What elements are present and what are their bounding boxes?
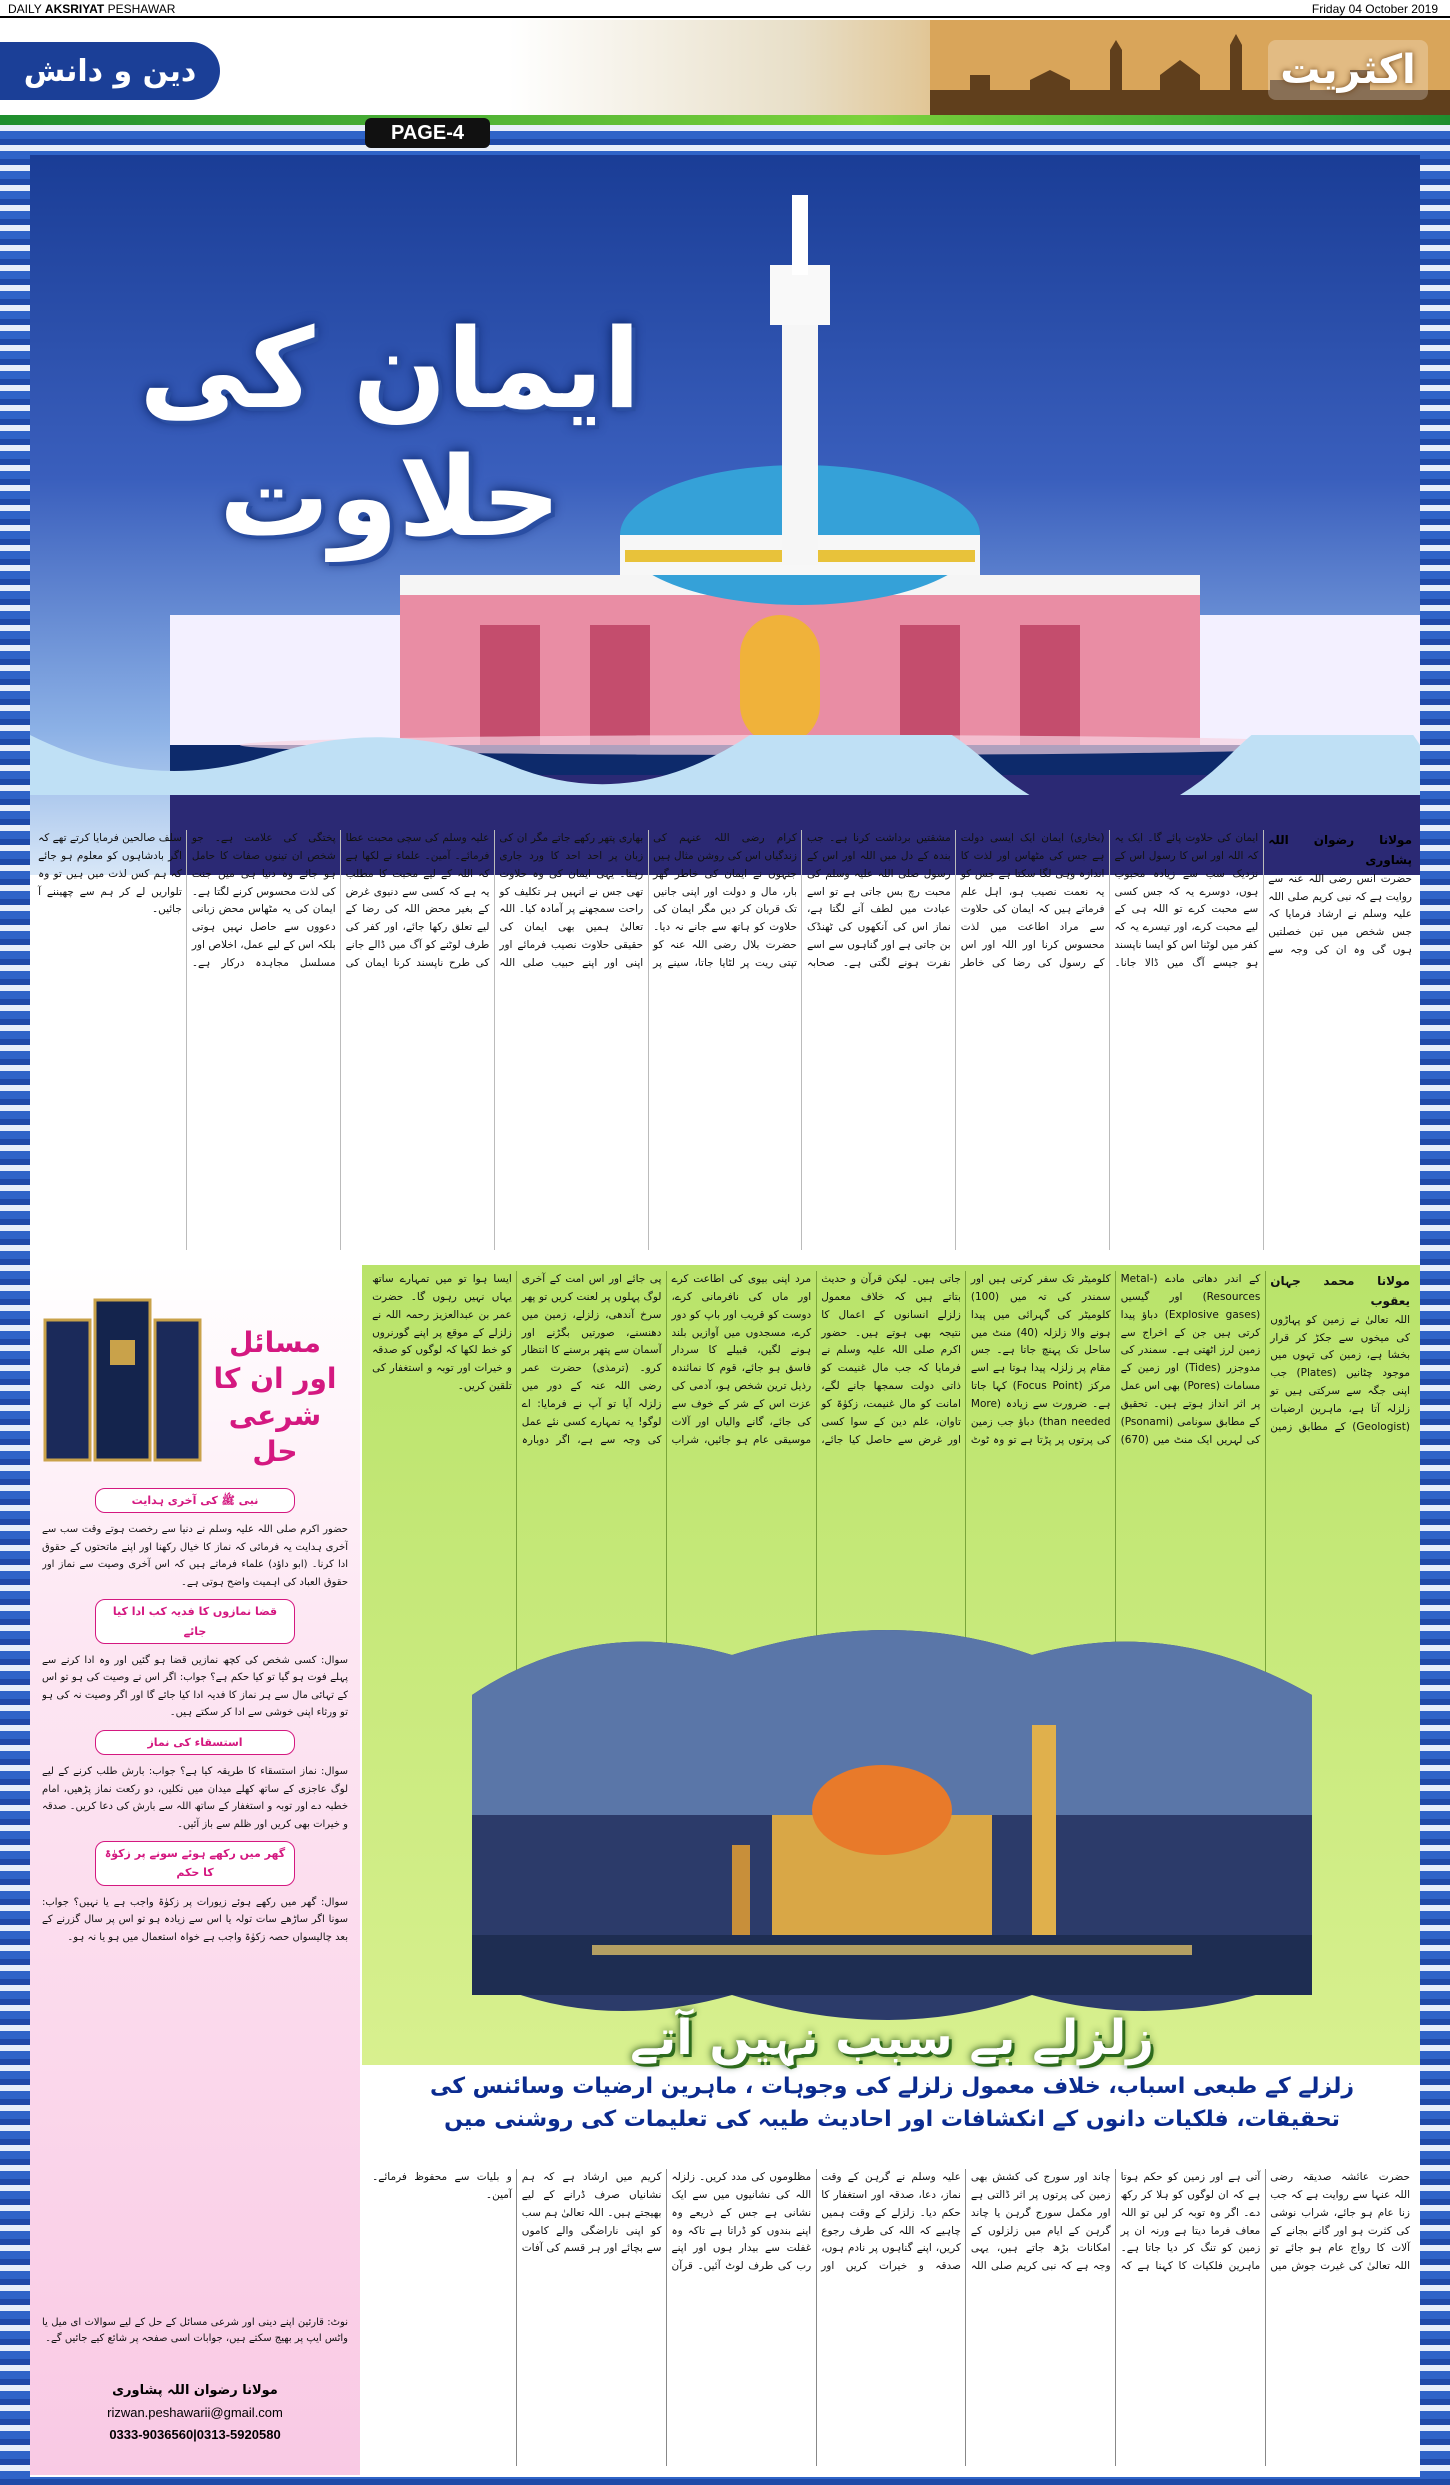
paper-name-main: AKSRIYAT <box>44 2 105 16</box>
sidebar-heading: نبی ﷺ کی آخری ہدایت <box>95 1488 295 1513</box>
sidebar-heading: استسقاء کی نماز <box>95 1730 295 1755</box>
article-headline: ایمان کی حلاوت <box>139 305 641 561</box>
page-number-tag: PAGE-4 <box>365 118 490 148</box>
sidebar-text: سوال: گھر میں رکھے ہوئے زیورات پر زکوٰۃ واجب ہے یا نہیں؟ جواب: سونا اگر ساڑھے سات تولہ یا اس سے زیادہ ہو تو اس پر سال گزرنے کے بعد چالیسواں حصہ زکوٰۃ واجب ہے خواہ استعمال میں ہو یا نہ ہو۔ <box>42 1896 348 1943</box>
section-title: دین و دانش <box>0 42 220 100</box>
books-icon <box>40 1280 210 1470</box>
article2-text-bottom: حضرت عائشہ صدیقہ رضی اللہ عنہا سے روایت ہے کہ جب زنا عام ہو جائے، شراب نوشی کی کثرت ہو اور گانے بجانے کے آلات کا رواج عام ہو جائے تو اللہ تعالیٰ کی غیرت جوش میں آتی ہے اور زمین کو حکم ہوتا ہے کہ ان لوگوں کو ہلا کر رکھ دے۔ اگر وہ توبہ کر لیں تو اللہ معاف فرما دیتا ہے ورنہ ان پر زمین کو تنگ کر دیا جاتا ہے۔ ماہرین فلکیات کا کہنا ہے کہ چاند اور سورج کی کشش بھی زمین کی پرتوں پر اثر ڈالتی ہے اور مکمل سورج گرہن یا چاند گرہن کے ایام میں زلزلوں کے امکانات بڑھ جاتے ہیں، یہی وجہ ہے کہ نبی کریم صلی اللہ علیہ وسلم نے گرہن کے وقت نماز، دعا، صدقہ اور استغفار کا حکم دیا۔ زلزلے کے وقت ہمیں چاہیے کہ اللہ کی طرف رجوع کریں، اپنے گناہوں پر نادم ہوں، صدقہ و خیرات کریں اور مظلوموں کی مدد کریں۔ زلزلہ اللہ کی نشانیوں میں سے ایک نشانی ہے جس کے ذریعے وہ اپنے بندوں کو ڈراتا ہے تاکہ وہ غفلت سے بیدار ہوں اور اپنے رب کی طرف لوٹ آئیں۔ قرآن کریم میں ارشاد ہے کہ ہم نشانیاں صرف ڈرانے کے لیے بھیجتے ہیں۔ اللہ تعالیٰ ہم سب کو اپنی ناراضگی والے کاموں سے بچائے اور ہر قسم کی آفات و بلیات سے محفوظ فرمائے۔ آمین۔ <box>372 2171 1410 2273</box>
sidebar-note: نوٹ: قارئین اپنے دینی اور شرعی مسائل کے حل کے لیے سوالات ای میل یا واٹس ایپ پر بھیج سکتے ہیں، جوابات اسی صفحہ پر شائع کیے جائیں گے۔ <box>42 2317 348 2344</box>
sidebar-title: مسائل اور ان کا شرعی حل <box>213 1326 337 1469</box>
paper-city: PESHAWAR <box>107 2 176 16</box>
paper-name <box>8 2 175 16</box>
sidebar-author: مولانا رضوان اللہ پشاوری <box>112 2383 278 2398</box>
top-info-bar <box>0 0 1450 18</box>
sidebar-text: سوال: کسی شخص کی کچھ نمازیں قضا ہو گئیں اور وہ ادا کرنے سے پہلے فوت ہو گیا تو کیا حکم ہے؟ جواب: اگر اس نے وصیت کی ہو تو اس کے تہائی مال سے ہر نماز کا فدیہ ادا کیا جائے گا اور اگر وصیت نہ کی ہو تو ورثاء اپنی خوشی سے ادا کر سکتے ہیں۔ <box>42 1654 348 1719</box>
article1-byline: مولانا رضوان اللہ پشاوری <box>1268 833 1412 868</box>
sidebar-phone: 0333-9036560|0313-5920580 <box>109 2427 281 2442</box>
sidebar-masail <box>30 1265 360 2475</box>
masthead <box>0 20 1450 125</box>
mosque-evening-photo <box>472 1615 1312 2035</box>
hero-wave-divider <box>30 735 1420 795</box>
sidebar-text: سوال: نماز استسقاء کا طریقہ کیا ہے؟ جواب: بارش طلب کرنے کے لیے لوگ عاجزی کے ساتھ کھلے میدان میں نکلیں، دو رکعت نماز پڑھیں، امام خطبہ دے اور توبہ و استغفار کے ساتھ اللہ سے بارش کی دعا کریں۔ صدقہ و خیرات بھی کریں اور ظلم سے باز آئیں۔ <box>42 1766 348 1830</box>
article2-strap: زلزلے کے طبعی اسباب، خلاف معمول زلزلے کی وجوہات ، ماہرین ارضیات وسائنس کی تحقیقات، فلکیات دانوں کے انکشافات اور احادیث طیبہ کی تعلیمات کی روشنی میں <box>429 2074 1355 2132</box>
masthead-green-band <box>0 115 1450 125</box>
article-ayman-body <box>30 830 1420 1250</box>
sidebar-text: حضور اکرم صلی اللہ علیہ وسلم نے دنیا سے رخصت ہوتے وقت سب سے آخری ہدایت یہ فرمائی کہ نماز کا خیال رکھنا اور اپنے ماتحتوں کے حقوق ادا کرنا۔ (ابو داؤد) علماء فرماتے ہیں کہ اس آخری وصیت سے نماز اور حقوق العباد کی اہمیت واضح ہوتی ہے۔ <box>42 1524 348 1588</box>
issue-date: Friday 04 October 2019 <box>1311 2 1438 16</box>
sidebar-qa-list <box>42 1480 348 2300</box>
article2-body-bottom <box>362 2165 1420 2470</box>
article-zalzala <box>362 1265 1420 2475</box>
sidebar-heading: گھر میں رکھے ہوئے سونے پر زکوٰۃ کا حکم <box>95 1841 295 1886</box>
sidebar-email[interactable]: rizwan.peshawarii@gmail.com <box>107 2405 283 2420</box>
article2-headline: زلزلے بے سبب نہیں آتے <box>630 2010 1154 2066</box>
brand-logo: اکثریت <box>1268 40 1428 100</box>
article2-byline: مولانا محمد جہان یعقوب <box>1270 1274 1410 1309</box>
article2-text-top: اللہ تعالیٰ نے زمین کو پہاڑوں کی میخوں سے جکڑ کر قرار بخشا ہے، زمین کی تہوں میں موجود چٹانیں (Plates) جب اپنی جگہ سے سرکتی ہیں تو زلزلہ آتا ہے، ماہرین ارضیات (Geologist) کے مطابق زمین کے اندر دھاتی مادے (Metal-Resources) اور گیسیں (Explosive gases) دباؤ پیدا کرتی ہیں جن کے اخراج سے زمین لرز اٹھتی ہے۔ سمندر کی مدوجزر (Tides) اور زمین کے مسامات (Pores) بھی اس عمل پر اثر انداز ہوتے ہیں۔ تحقیق کے مطابق سونامی (Psonami) کی لہریں ایک منٹ میں (670) کلومیٹر تک سفر کرتی ہیں اور سمندر کی تہ میں (100) کلومیٹر کی گہرائی میں پیدا ہونے والا زلزلہ (40) منٹ میں ساحل تک پہنچ جاتا ہے۔ جس مقام پر زلزلہ پیدا ہوتا ہے اسے مرکز (Focus Point) کہا جاتا ہے۔ ضرورت سے زیادہ (More than needed) دباؤ جب زمین کی پرتوں پر پڑتا ہے تو وہ ٹوٹ جاتی ہیں۔ لیکن قرآن و حدیث بتاتے ہیں کہ خلاف معمول زلزلے انسانوں کے اعمال کا نتیجہ بھی ہوتے ہیں۔ حضور اکرم صلی اللہ علیہ وسلم نے فرمایا کہ جب مال غنیمت کو ذاتی دولت سمجھا جانے لگے، امانت کو مال غنیمت، زکوٰۃ کو تاوان، علم دین کے سوا کسی اور غرض سے حاصل کیا جائے، مرد اپنی بیوی کی اطاعت کرے اور ماں کی نافرمانی کرے، دوست کو قریب اور باپ کو دور کرے، مسجدوں میں آوازیں بلند ہونے لگیں، قبیلے کا سردار فاسق ہو جائے، قوم کا نمائندہ رذیل ترین شخص ہو، آدمی کی عزت اس کے شر کے خوف سے کی جائے، گانے والیاں اور آلات موسیقی عام ہو جائیں، شراب پی جائے اور اس امت کے آخری لوگ پہلوں پر لعنت کریں تو پھر سرخ آندھی، زلزلے، زمین میں دھنسنے، صورتیں بگڑنے اور آسمان سے پتھر برسنے کا انتظار کرو۔ (ترمذی) حضرت عمر رضی اللہ عنہ کے دور میں زلزلہ آیا تو آپ نے فرمایا: اے لوگو! یہ تمہارے کسی نئے عمل کی وجہ سے ہے، اگر دوبارہ ایسا ہوا تو میں تمہارے ساتھ یہاں نہیں رہوں گا۔ حضرت عمر بن عبدالعزیز رحمہ اللہ نے زلزلے کے موقع پر اپنے گورنروں کو خط لکھا کہ لوگوں کو صدقہ و خیرات اور توبہ و استغفار کی تلقین کریں۔ <box>372 1273 1410 1446</box>
paper-name-prefix: DAILY <box>8 2 42 16</box>
sidebar-heading: قضا نمازوں کا فدیہ کب ادا کیا جائے <box>95 1599 295 1644</box>
article1-text: حضرت انس رضی اللہ عنہ سے روایت ہے کہ نبی کریم صلی اللہ علیہ وسلم نے ارشاد فرمایا کہ جس شخص میں تین خصلتیں ہوں گی وہ ان کی وجہ سے ایمان کی حلاوت پائے گا۔ ایک یہ کہ اللہ اور اس کا رسول اس کے نزدیک سب سے زیادہ محبوب ہوں، دوسرے یہ کہ جس کسی سے محبت کرے تو اللہ ہی کے لیے محبت کرے، اور تیسرے یہ کہ کفر میں لوٹنا اس کو ایسا ناپسند ہو جیسے آگ میں ڈالا جانا۔ (بخاری) ایمان ایک ایسی دولت ہے جس کی مٹھاس اور لذت کا اندازہ وہی لگا سکتا ہے جس کو یہ نعمت نصیب ہو، اہل علم فرماتے ہیں کہ ایمان کی حلاوت سے مراد اطاعت میں لذت محسوس کرنا اور اللہ اور اس کے رسول کی رضا کی خاطر مشقتیں برداشت کرنا ہے۔ جب بندہ کے دل میں اللہ اور اس کے رسول صلی اللہ علیہ وسلم کی محبت رچ بس جاتی ہے تو اسے عبادت میں لطف آنے لگتا ہے، نماز اس کی آنکھوں کی ٹھنڈک بن جاتی ہے اور گناہوں سے اسے نفرت ہونے لگتی ہے۔ صحابہ کرام رضی اللہ عنہم کی زندگیاں اس کی روشن مثال ہیں جنہوں نے ایمان کی خاطر گھر بار، مال و دولت اور اپنی جانیں تک قربان کر دیں مگر ایمان کی حلاوت کو ہاتھ سے جانے نہ دیا۔ حضرت بلال رضی اللہ عنہ کو تپتی ریت پر لٹایا جاتا، سینے پر بھاری پتھر رکھے جاتے مگر ان کی زبان پر احد احد کا ورد جاری رہتا۔ یہی ایمان کی وہ حلاوت تھی جس نے انہیں ہر تکلیف کو راحت سمجھنے پر آمادہ کیا۔ اللہ تعالیٰ ہمیں بھی ایمان کی حقیقی حلاوت نصیب فرمائے اور اپنی اور اپنے حبیب صلی اللہ علیہ وسلم کی سچی محبت عطا فرمائے۔ آمین۔ علماء نے لکھا ہے کہ اللہ کے لیے محبت کا مطلب یہ ہے کہ کسی سے دنیوی غرض کے بغیر محض اللہ کی رضا کے لیے تعلق رکھا جائے، اور کفر کی طرف لوٹنے کو آگ میں ڈالے جانے کی طرح ناپسند کرنا ایمان کی پختگی کی علامت ہے۔ جو شخص ان تینوں صفات کا حامل ہو جائے وہ دنیا ہی میں جنت کی لذت محسوس کرنے لگتا ہے۔ ایمان کی یہ مٹھاس محض زبانی دعووں سے حاصل نہیں ہوتی بلکہ اس کے لیے عمل، اخلاص اور مسلسل مجاہدہ درکار ہے۔ سلف صالحین فرمایا کرتے تھے کہ اگر بادشاہوں کو معلوم ہو جائے کہ ہم کس لذت میں ہیں تو وہ تلواریں لے کر ہم سے چھیننے آ جائیں۔ <box>38 832 1412 969</box>
